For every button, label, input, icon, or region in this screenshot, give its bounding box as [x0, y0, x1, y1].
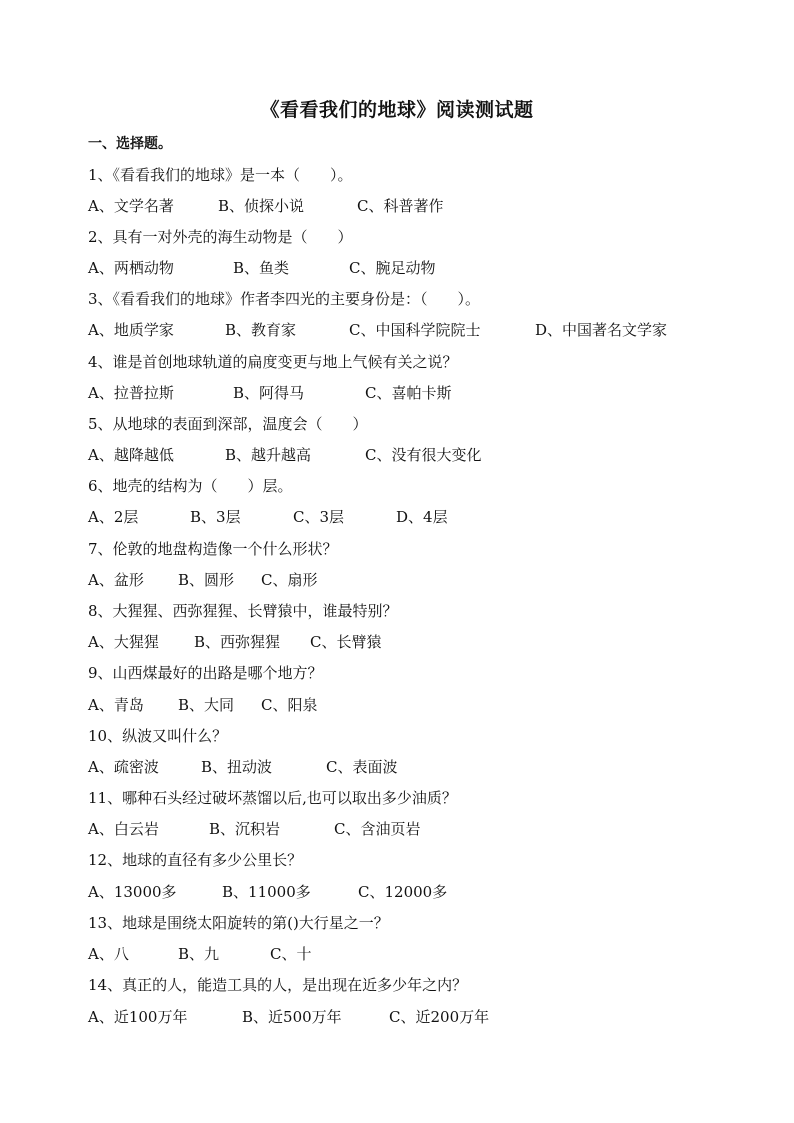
q1-option-a: A、文学名著	[88, 197, 174, 215]
q11-option-b: B、沉积岩	[209, 820, 281, 838]
question-7: 7、伦敦的地盘构造像一个什么形状？	[88, 540, 338, 558]
q6-option-c: C、3层	[293, 508, 345, 526]
q10-option-a: A、疏密波	[88, 758, 159, 776]
q8-option-b: B、西弥猩猩	[194, 633, 281, 651]
question-6: 6、地壳的结构为（ ）层。	[88, 477, 293, 495]
question-4: 4、谁是首创地球轨道的扁度变更与地上气候有关之说？	[88, 353, 458, 371]
q8-option-c: C、长臂猿	[310, 633, 382, 651]
question-14: 14、真正的人，能造工具的人，是出现在近多少年之内？	[88, 976, 468, 994]
q5-option-a: A、越降越低	[88, 446, 174, 464]
q4-option-a: A、拉普拉斯	[88, 384, 174, 402]
q9-option-b: B、大同	[178, 696, 235, 714]
q12-option-c: C、12000多	[358, 883, 448, 901]
section-heading: 一、选择题。	[88, 136, 172, 152]
question-9: 9、山西煤最好的出路是哪个地方？	[88, 664, 323, 682]
question-11: 11、哪种石头经过破坏蒸馏以后,也可以取出多少油质？	[88, 789, 457, 807]
q7-option-a: A、盆形	[88, 571, 144, 589]
q9-option-c: C、阳泉	[261, 696, 318, 714]
q13-option-c: C、十	[270, 945, 312, 963]
q11-option-c: C、含油页岩	[334, 820, 421, 838]
q7-option-c: C、扇形	[261, 571, 318, 589]
q5-option-b: B、越升越高	[225, 446, 312, 464]
q3-option-d: D、中国著名文学家	[535, 321, 668, 339]
q6-option-a: A、2层	[88, 508, 139, 526]
q14-option-a: A、近100万年	[88, 1008, 188, 1026]
q10-option-c: C、表面波	[326, 758, 398, 776]
question-3: 3、《看看我们的地球》作者李四光的主要身份是：（ ）。	[88, 290, 481, 308]
q8-option-a: A、大猩猩	[88, 633, 159, 651]
q6-option-b: B、3层	[190, 508, 241, 526]
question-2: 2、具有一对外壳的海生动物是（ ）	[88, 228, 353, 246]
q14-option-c: C、近200万年	[389, 1008, 490, 1026]
q1-option-b: B、侦探小说	[218, 197, 305, 215]
question-1: 1、《看看我们的地球》是一本（ ）。	[88, 166, 353, 184]
q12-option-b: B、11000多	[222, 883, 311, 901]
question-12: 12、地球的直径有多少公里长？	[88, 851, 303, 869]
q1-option-c: C、科普著作	[357, 197, 444, 215]
q9-option-a: A、青岛	[88, 696, 144, 714]
page-title: 《看看我们的地球》阅读测试题	[260, 99, 534, 121]
q4-option-c: C、喜帕卡斯	[365, 384, 452, 402]
q3-option-b: B、教育家	[225, 321, 297, 339]
q3-option-a: A、地质学家	[88, 321, 174, 339]
question-5: 5、从地球的表面到深部，温度会（ ）	[88, 415, 368, 433]
q4-option-b: B、阿得马	[233, 384, 305, 402]
q6-option-d: D、4层	[396, 508, 448, 526]
q13-option-b: B、九	[178, 945, 220, 963]
question-8: 8、大猩猩、西弥猩猩、长臂猿中，谁最特别？	[88, 602, 398, 620]
q13-option-a: A、八	[88, 945, 129, 963]
q12-option-a: A、13000多	[88, 883, 177, 901]
q14-option-b: B、近500万年	[242, 1008, 342, 1026]
q5-option-c: C、没有很大变化	[365, 446, 482, 464]
q2-option-b: B、鱼类	[233, 259, 290, 277]
q2-option-a: A、两栖动物	[88, 259, 174, 277]
q2-option-c: C、腕足动物	[349, 259, 436, 277]
question-13: 13、地球是围绕太阳旋转的第()大行星之一？	[88, 914, 389, 932]
q3-option-c: C、中国科学院院士	[349, 321, 481, 339]
q10-option-b: B、扭动波	[201, 758, 273, 776]
q11-option-a: A、白云岩	[88, 820, 159, 838]
q7-option-b: B、圆形	[178, 571, 235, 589]
question-10: 10、纵波又叫什么？	[88, 727, 228, 745]
